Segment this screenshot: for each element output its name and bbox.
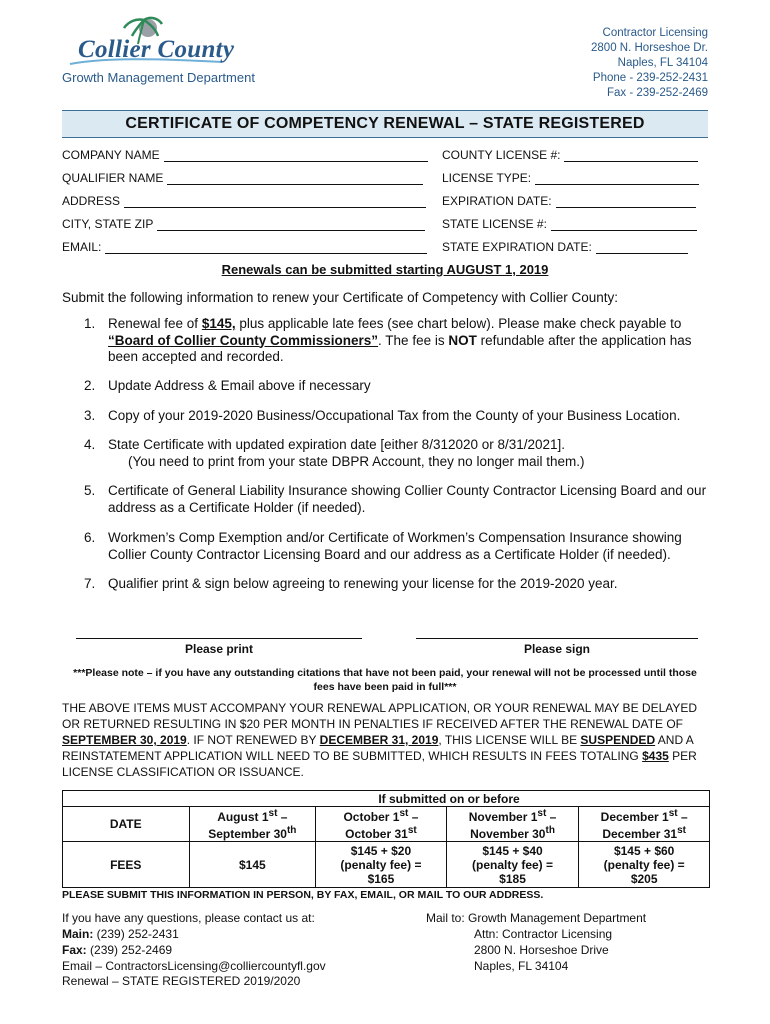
email-field[interactable] [62,240,434,254]
mail-to-address [426,910,646,974]
field-line[interactable] [167,172,423,185]
item-text: Copy of your 2019-2020 Business/Occupational Tax from the County of your Business Location. [108,408,681,423]
item-number: 4. [84,437,96,452]
table-cell [63,791,190,807]
company-name-field[interactable] [62,148,434,162]
table-cell: November 1st – November 30th [446,807,579,842]
item-text: Qualifier print & sign below agreeing to renewing your license for the 2019-2020 year. [108,576,618,591]
office-contact-block [591,26,708,101]
item-text: Update Address & Email above if necessary [108,378,371,393]
expiration-date-field[interactable] [442,194,708,208]
intro-text: Submit the following information to renew your Certificate of Competency with Collier County: [62,290,618,305]
item-subtext: (You need to print from your state DBPR Account, they no longer mail them.) [128,453,585,469]
field-label: QUALIFIER NAME [62,171,164,185]
contact-line: 2800 N. Horseshoe Dr. [591,42,708,54]
field-line[interactable] [105,241,427,254]
contact-intro: If you have any questions, please contact us at: [62,911,315,925]
field-label: STATE EXPIRATION DATE: [442,240,592,254]
item-number: 1. [84,316,96,331]
item-number: 5. [84,483,96,498]
table-header: If submitted on or before [189,791,710,807]
field-line[interactable] [535,172,699,185]
field-line[interactable] [164,149,428,162]
field-label: ADDRESS [62,194,121,208]
field-line[interactable] [564,149,698,162]
contact-line: Contractor Licensing [602,27,708,39]
fee-schedule-table [62,790,710,888]
contact-line: Phone - 239-252-2431 [592,72,708,84]
renewal-date-notice: Renewals can be submitted starting AUGUST 1, 2019 [221,262,549,277]
contact-email[interactable]: Email – ContractorsLicensing@colliercountyfl.gov [62,959,326,973]
table-cell: $145 [189,842,316,888]
signature-line[interactable] [416,638,698,639]
item-text: Workmen’s Comp Exemption and/or Certificate of Workmen’s Compensation Insurance showing Collier County Contractor Licensing Board and our address as a Certificate Holder (if needed). [108,530,682,562]
state-license-field[interactable] [442,217,708,231]
print-label: Please print [184,642,254,656]
payee: “Board of Collier County Commissioners” [108,332,379,348]
field-label: EXPIRATION DATE: [442,194,552,208]
address-field[interactable] [62,194,434,208]
county-license-field[interactable] [442,148,708,162]
contact-info [62,910,326,974]
field-line[interactable] [124,195,426,208]
field-line[interactable] [551,218,697,231]
field-line[interactable] [556,195,696,208]
address-line: Naples, FL 34104 [474,959,569,973]
submit-note: PLEASE SUBMIT THIS INFORMATION IN PERSON, BY FAX, EMAIL, OR MAIL TO OUR ADDRESS. [62,889,544,901]
field-line[interactable] [157,218,425,231]
table-cell: August 1st – September 30th [189,807,316,842]
county-logo [62,14,262,86]
field-line[interactable] [596,241,688,254]
logo-title: Collier County [78,36,235,63]
item-number: 2. [84,378,96,393]
field-label: CITY, STATE ZIP [62,217,154,231]
table-row [63,807,710,842]
table-cell: October 1st – October 31st [316,807,447,842]
city-state-zip-field[interactable] [62,217,434,231]
item-text: State Certificate with updated expiration date [either 8/312020 or 8/31/2021]. (You need to print from your state DBPR Account, they no longer mail them.) [108,437,585,469]
field-label: STATE LICENSE #: [442,217,547,231]
item-text: Certificate of General Liability Insurance showing Collier County Contractor Licensing Board and our address as a Certificate Holder (if needed). [108,483,707,515]
citation-note: ***Please note – if you have any outstanding citations that have not been paid, your renewal will not be processed until those fees have been paid in full*** [73,667,697,693]
page-footer: Renewal – STATE REGISTERED 2019/2020 [62,974,301,988]
fee-amount: $145, [201,316,236,331]
table-row [63,842,710,888]
logo-subtitle: Growth Management Department [62,70,255,85]
field-label: COUNTY LICENSE #: [442,148,561,162]
field-label: EMAIL: [62,240,102,254]
address-line: Mail to: Growth Management Department [426,911,647,925]
address-line: Attn: Contractor Licensing [474,927,613,941]
date-label: DATE [63,807,190,842]
table-cell: December 1st – December 31st [579,807,710,842]
item-number: 6. [84,530,96,545]
fax-number: Fax: (239) 252-2469 [62,943,173,957]
license-type-field[interactable] [442,171,708,185]
table-cell: $145 + $40 (penalty fee) = $185 [446,842,579,888]
contact-line: Fax - 239-252-2469 [606,87,708,99]
field-label: COMPANY NAME [62,148,160,162]
state-expiration-date-field[interactable] [442,240,708,254]
sign-label: Please sign [523,642,591,656]
contact-line: Naples, FL 34104 [617,57,708,69]
main-phone: Main: (239) 252-2431 [62,927,179,941]
qualifier-name-field[interactable] [62,171,434,185]
table-cell: $145 + $60 (penalty fee) = $205 [579,842,710,888]
penalty-warning: THE ABOVE ITEMS MUST ACCOMPANY YOUR RENEWAL APPLICATION, OR YOUR RENEWAL MAY BE DELAYED OR RETURNED RESULTING IN $20 PER MONTH IN PENALTIES IF RECEIVED AFTER THE RENEWAL DATE OF SEPTEMBER 30, 2019. IF NOT RENEWED BY DECEMBER 31, 2019, THIS LICENSE WILL BE SUSPENDED AND A REINSTATEMENT APPLICATION WILL NEED TO BE SUBMITTED, WHICH RESULTS IN FEES TOTALING $435 PER LICENSE CLASSIFICATION OR ISSUANCE. [62,701,698,779]
form-title: CERTIFICATE OF COMPETENCY RENEWAL – STATE REGISTERED [125,115,645,132]
form-title-bar [62,110,708,138]
field-label: LICENSE TYPE: [442,171,532,185]
print-name-line[interactable] [76,638,362,639]
item-number: 3. [84,408,96,423]
item-text: Renewal fee of $145, plus applicable late fees (see chart below). Please make check payable to “Board of Collier County Commissioners”. The fee is NOT refundable after the application has been accepted and recorded. [108,316,692,364]
address-line: 2800 N. Horseshoe Drive [474,943,609,957]
item-number: 7. [84,576,96,591]
fees-label: FEES [63,842,190,888]
table-cell: $145 + $20 (penalty fee) = $165 [316,842,447,888]
